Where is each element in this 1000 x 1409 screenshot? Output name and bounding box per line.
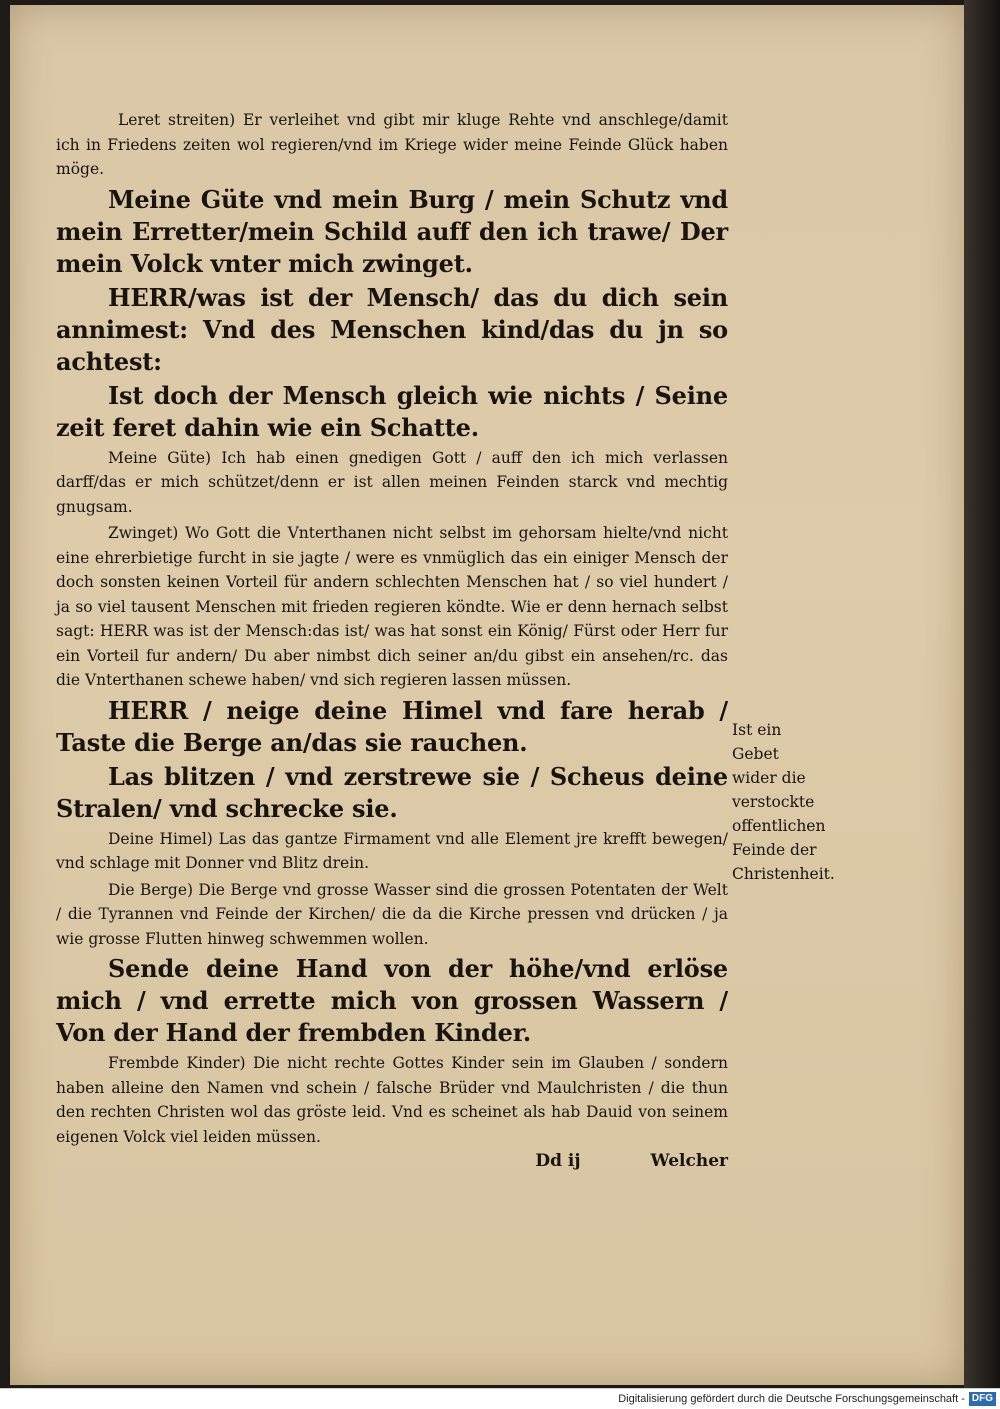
footer-credit: Digitalisierung gefördert durch die Deutsche Forschungsgemeinschaft - bbox=[618, 1393, 965, 1405]
page-text bbox=[56, 108, 728, 1171]
commentary-paragraph: Die Berge) Die Berge vnd grosse Wasser sind die grossen Potentaten der Welt / die Tyrannen vnd Feinde der Kirchen/ die da die Kirche pressen vnd drücken / ja wie grosse Flutten hinweg schwemmen wollen. bbox=[56, 880, 728, 948]
commentary-paragraph: Zwinget) Wo Gott die Vnterthanen nicht selbst im gehorsam hielte/vnd nicht eine ehrerbietige furcht in sie jagte / were es vnmüglich das ein einiger Mensch der doch sonsten keinen Vorteil für andern schlechten Menschen hat / so viel hundert / ja so viel tausent Menschen mit frieden regieren köndte. Wie er denn hernach selbst sagt: HERR was ist der Mensch:das ist/ was hat sonst ein König/ Fürst oder Herr fur ein Vorteil fur andern/ Du aber nimbst dich seiner an/du gibst ein ansehen/rc. das die Vnterthanen schewe haben/ vnd sich regieren lassen müssen. bbox=[56, 524, 728, 689]
verse-paragraph: Las blitzen / vnd zerstrewe sie / Scheus deine Stralen/ vnd schrecke sie. bbox=[56, 761, 728, 823]
verse-paragraph: Ist doch der Mensch gleich wie nichts / Seine zeit feret dahin wie ein Schatte. bbox=[56, 380, 728, 442]
catchword: Welcher bbox=[650, 1151, 728, 1171]
verse-paragraph: HERR/was ist der Mensch/ das du dich sein annimest: Vnd des Menschen kind/das du jn so achtest: bbox=[56, 282, 728, 376]
commentary-paragraph: Leret streiten) Er verleihet vnd gibt mir kluge Rehte vnd anschlege/damit ich in Friedens zeiten wol regieren/vnd im Kriege wider meine Feinde Glück haben möge. bbox=[56, 111, 728, 178]
digitization-footer bbox=[0, 1388, 1000, 1409]
page-footer-line bbox=[56, 1151, 728, 1171]
signature-mark: Dd ij bbox=[535, 1151, 581, 1171]
dfg-logo: DFG bbox=[969, 1392, 996, 1406]
commentary-paragraph: Meine Güte) Ich hab einen gnedigen Gott / auff den ich mich verlassen darff/das er mich schützet/denn er ist allen meinen Feinden starck vnd mechtig gnugsam. bbox=[56, 448, 728, 516]
commentary-paragraph: Frembde Kinder) Die nicht rechte Gottes Kinder sein im Glauben / sondern haben alleine den Namen vnd schein / falsche Brüder vnd Maulchristen / die thun den rechten Christen wol das gröste leid. Vnd es scheinet als hab Dauid von seinem eigenen Volck viel leiden müssen. bbox=[56, 1054, 728, 1146]
verse-paragraph: HERR / neige deine Himel vnd fare herab / Taste die Berge an/das sie rauchen. bbox=[56, 695, 728, 757]
book-edge bbox=[964, 0, 1000, 1388]
margin-note: Ist ein Gebet wider die verstockte offentlichen Feinde der Christenheit. bbox=[732, 721, 835, 883]
commentary-paragraph: Deine Himel) Las das gantze Firmament vnd alle Element jre krefft bewegen/ vnd schlage mit Donner vnd Blitz drein. bbox=[56, 829, 728, 872]
verse-paragraph: Sende deine Hand von der höhe/vnd erlöse mich / vnd errette mich von grossen Wassern / Von der Hand der frembden Kinder. bbox=[56, 954, 728, 1047]
verse-paragraph: Meine Güte vnd mein Burg / mein Schutz vnd mein Erretter/mein Schild auff den ich trawe/ Der mein Volck vnter mich zwinget. bbox=[56, 184, 728, 278]
